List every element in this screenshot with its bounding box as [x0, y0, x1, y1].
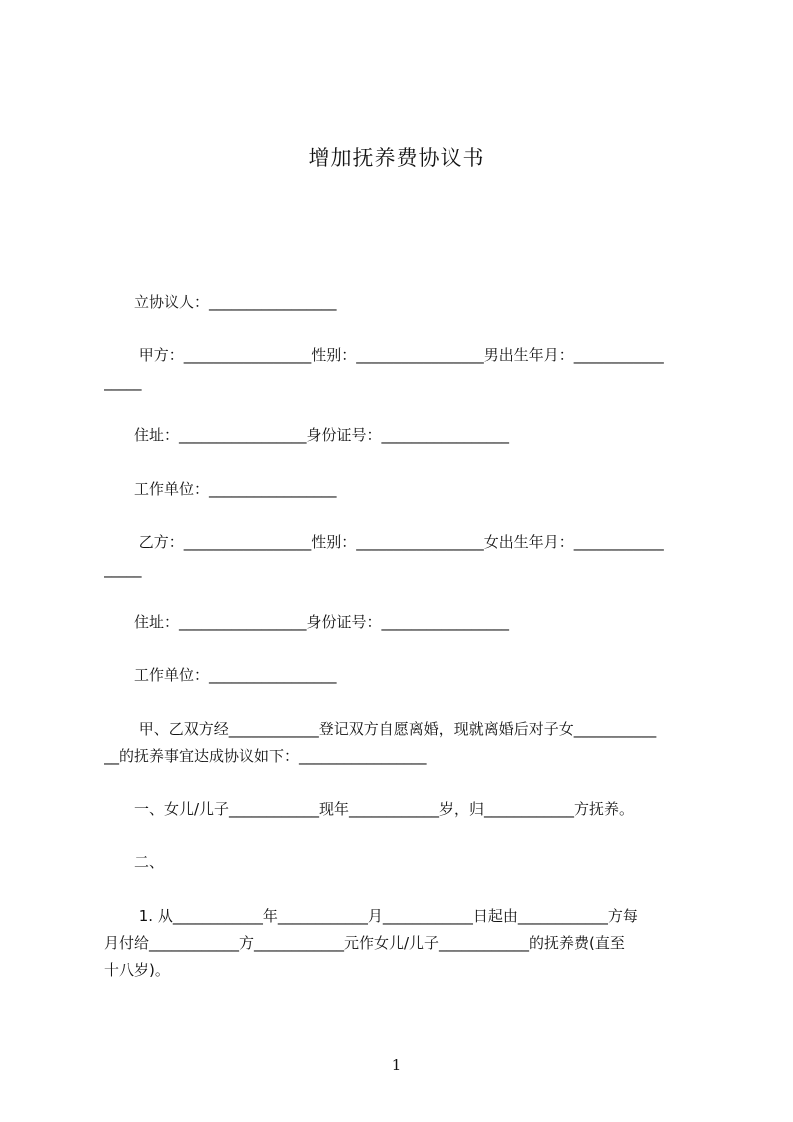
page-number: 1	[391, 1056, 402, 1074]
line-party-b-employer: 工作单位：_________________	[104, 666, 337, 684]
line-party-signatory: 立协议人：_________________	[104, 293, 337, 311]
line-clause-two-item-1-end: 十八岁)。	[104, 961, 170, 979]
line-party-b-continued: _____	[104, 560, 142, 578]
line-clause-one: 一、女儿/儿子____________现年____________岁，归____________方抚养。	[104, 800, 635, 818]
line-party-a-address: 住址：_________________身份证号：_________________	[104, 426, 510, 444]
line-preamble: 甲、乙双方经____________登记双方自愿离婚，现就离婚后对子女___________	[104, 720, 657, 738]
line-party-b: 乙方：_________________性别：_________________女出生年月：____________	[104, 533, 664, 551]
line-preamble-continued: __的抚养事宜达成协议如下：_________________	[104, 747, 427, 765]
line-party-b-address: 住址：_________________身份证号：_________________	[104, 613, 510, 631]
line-clause-two-item-1-cont: 月付给____________方____________元作女儿/儿子____________的抚养费(直至	[104, 934, 625, 952]
line-party-a: 甲方：_________________性别：_________________男出生年月：____________	[104, 346, 664, 364]
line-clause-two-heading: 二、	[104, 853, 165, 871]
document-title: 增加抚养费协议书	[308, 146, 485, 170]
line-party-a-continued: _____	[104, 373, 142, 391]
line-party-a-employer: 工作单位：_________________	[104, 480, 337, 498]
line-clause-two-item-1: 1. 从____________年____________月____________日起由____________方每	[104, 907, 638, 925]
